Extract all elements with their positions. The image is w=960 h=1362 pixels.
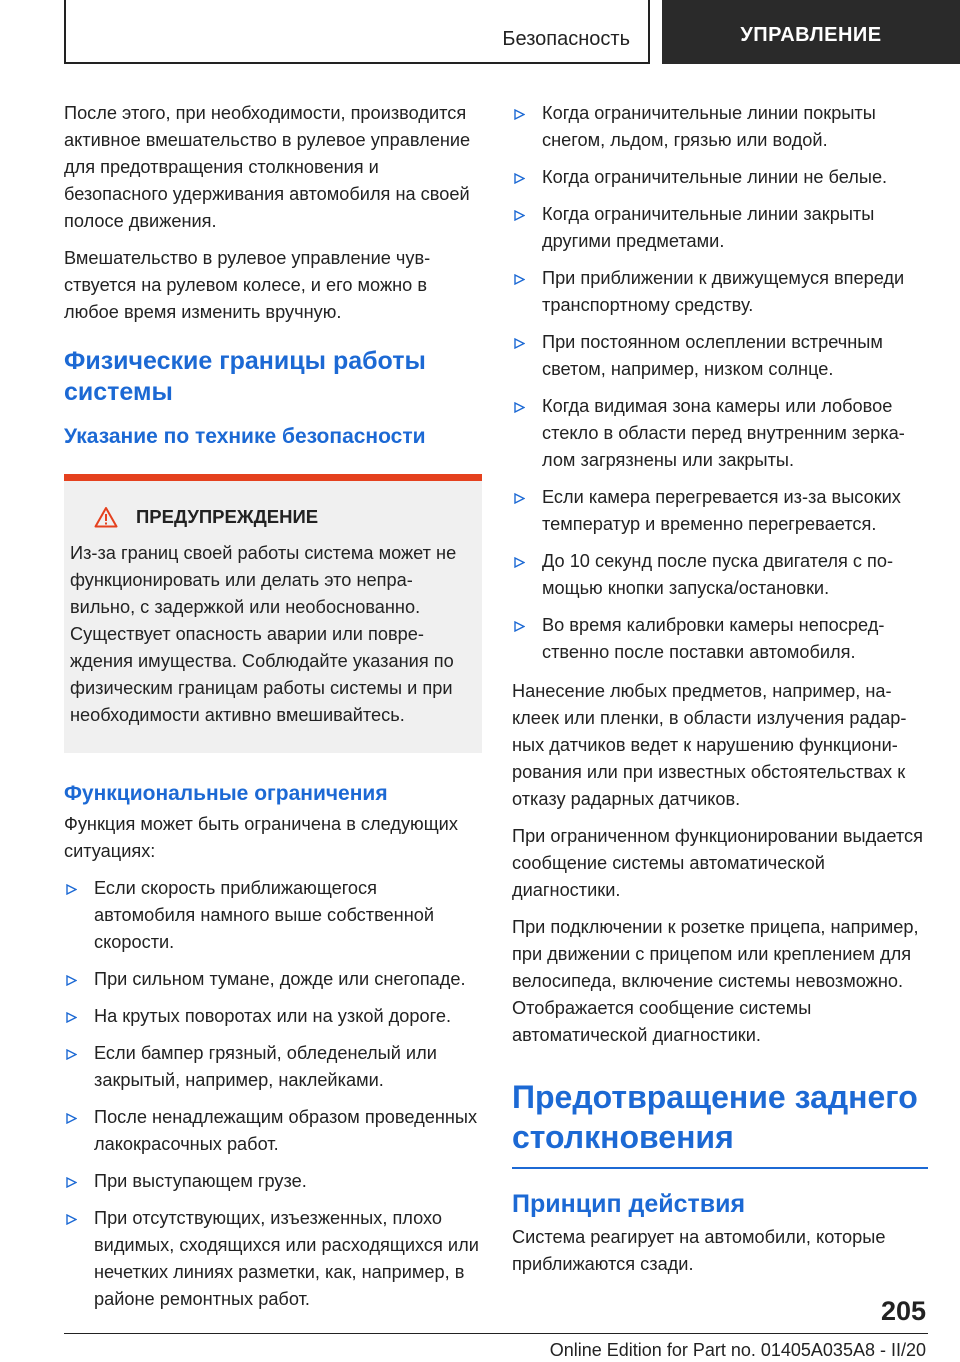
triangle-bullet-icon [66,884,77,895]
warning-title: ПРЕДУПРЕЖДЕНИЕ [136,506,319,527]
list-item [512,164,928,191]
triangle-bullet-icon [514,557,525,568]
triangle-bullet-icon [66,1113,77,1124]
list-item [512,484,928,538]
paragraph: Вмешательство в рулевое управление чувствуется на рулевом колесе, и его можно в любое время изменить вручную. [64,248,431,322]
list-item-text: При приближении к движущемуся впереди транспортному средству. [542,268,905,315]
triangle-bullet-icon [514,493,525,504]
triangle-bullet-icon [514,210,525,221]
list-item-text: При отсутствующих, изъезженных, плохо видимых, сходящихся или расходящихся или нечетких линиях разметки, как, например, в районе ремонтных работ. [94,1208,479,1309]
triangle-bullet-icon [66,1049,77,1060]
triangle-bullet-icon [514,109,525,120]
heading-functional-limits: Функциональные ограничения [64,782,388,805]
warning-box [64,474,482,753]
heading-rear-collision: Предотвращение заднего столкновения [512,1079,918,1155]
list-item [64,875,482,956]
chapter-tab: УПРАВЛЕНИЕ [662,0,960,64]
right-column [512,100,928,1288]
triangle-bullet-icon [514,338,525,349]
list-item-text: Когда видимая зона камеры или лобовое стекло в области перед внутренним зеркалом загрязнены или закрыты. [542,396,905,470]
triangle-bullet-icon [514,173,525,184]
list-item-text: На крутых поворотах или на узкой дороге. [94,1006,452,1026]
list-item [64,1003,482,1030]
list-item [512,100,928,154]
triangle-bullet-icon [66,975,77,986]
limitations-list [64,875,482,1313]
list-item-text: Если скорость приближающегося автомобиля намного выше собственной скорости. [94,878,435,952]
paragraph: При подключении к розетке прицепа, например, при движении с прицепом или креплением для велосипеда, включение системы невозможно. Отображается сообщение системы автоматической диагностики. [512,917,919,1045]
list-item [64,1104,482,1158]
paragraph: При ограниченном функционировании выдается сообщение системы автоматической диагностики. [512,826,923,900]
warning-triangle-icon [94,506,118,528]
list-item-text: Когда ограничительные линии закрыты другими предметами. [542,204,875,251]
list-item [64,1040,482,1094]
triangle-bullet-icon [514,621,525,632]
paragraph: Нанесение любых предметов, например, наклеек или пленки, в области излучения радарных датчиков ведет к нарушению функционирования или при известных обстоятельствах к отказу радарных датчиков. [512,681,907,809]
list-item [64,1205,482,1313]
header-divider [648,0,650,64]
triangle-bullet-icon [514,402,525,413]
list-item-text: При сильном тумане, дожде или снегопаде. [94,969,466,989]
list-item-text: При постоянном ослеплении встречным светом, например, низком солнце. [542,332,883,379]
limitations-list-continued [512,100,928,666]
footer-rule [64,1333,928,1334]
header-left-border [64,0,66,64]
header-bottom-border [64,62,650,64]
list-item-text: До 10 секунд после пуска двигателя с помощью кнопки запуска/остановки. [542,551,894,598]
heading-principle: Принцип действия [512,1190,746,1218]
list-item [512,329,928,383]
paragraph: После этого, при необходимости, производится активное вмешательство в рулевое управление для предотвращения столкновения и безопасного удерживания автомобиля на своей полосе движения. [64,103,471,231]
paragraph: Система реагирует на автомобили, которые приближаются сзади. [512,1227,886,1274]
heading-safety-note: Указание по технике безопасности [64,425,426,448]
triangle-bullet-icon [514,274,525,285]
list-item [64,966,482,993]
list-item [512,612,928,666]
left-column [64,100,482,1325]
list-item-text: Когда ограничительные линии не белые. [542,167,888,187]
page-header [0,0,960,66]
list-item [512,548,928,602]
warning-text: Из-за границ своей работы система может не функционировать или делать это неправильно, с задержкой или необоснованно. Существует опасность аварии или повреждения имущества. Соблюдайте указания по физическим границам работы системы и при необходимости активно вмешивайтесь. [70,543,457,725]
list-item [512,201,928,255]
heading-system-limits: Физические границы работы системы [64,347,426,406]
list-item-text: Если камера перегревается из-за высоких температур и временно перегревается. [542,487,901,534]
triangle-bullet-icon [66,1012,77,1023]
triangle-bullet-icon [66,1214,77,1225]
triangle-bullet-icon [66,1177,77,1188]
list-item-text: Когда ограничительные линии покрыты снегом, льдом, грязью или водой. [542,103,876,150]
page-number: 205 [880,1296,926,1326]
list-item [64,1168,482,1195]
section-title: Безопасность [502,28,630,50]
list-item-text: После ненадлежащим образом проведенных лакокрасочных работ. [94,1107,478,1154]
list-item-text: При выступающем грузе. [94,1171,307,1191]
list-item-text: Если бампер грязный, обледенелый или закрытый, например, наклейками. [94,1043,437,1090]
list-item [512,265,928,319]
edition-note: Online Edition for Part no. 01405A035A8 - II/20 [549,1340,926,1360]
heading-rule [512,1167,928,1169]
paragraph: Функция может быть ограничена в следующих ситуациях: [64,814,458,861]
list-item-text: Во время калибровки камеры непосредственно после поставки автомобиля. [542,615,885,662]
warning-header [94,503,470,530]
list-item [512,393,928,474]
